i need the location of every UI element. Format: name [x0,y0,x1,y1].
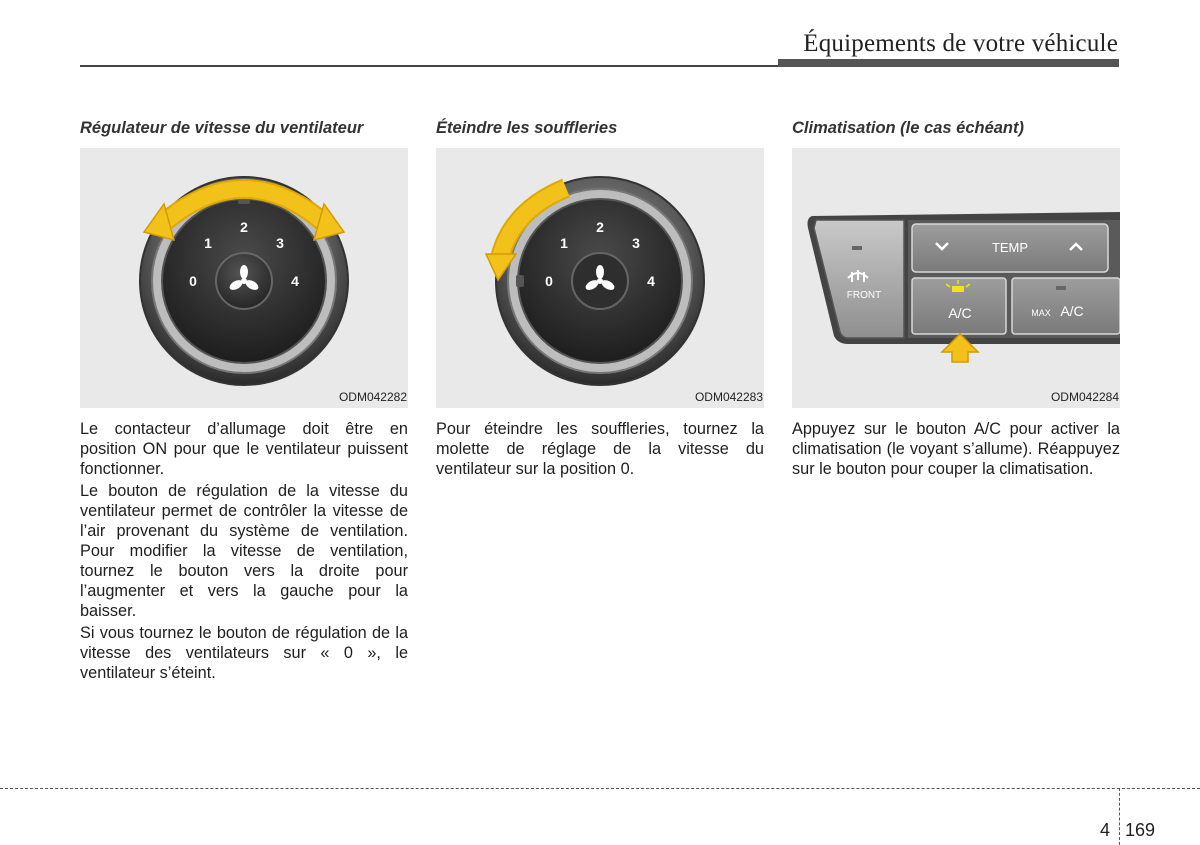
figure-fan-dial-off [436,148,764,408]
section-air-conditioning [792,118,1120,481]
dial-label-4: 4 [647,273,655,289]
fan-dial-illustration [80,148,408,408]
paragraph: Le bouton de régulation de la vitesse du ventilateur permet de contrôler la vitesse de l’air provenant du système de ventilation. Pour modifier la vitesse de ventilation, tournez le bouton vers la droite pour l’augmenter et vers la gauche pour la baisser. [80,482,408,620]
dial-label-2: 2 [596,219,604,235]
page-header-title: Équipements de votre véhicule [803,30,1118,57]
figure-code: ODM042283 [694,390,763,404]
figure-code: ODM042282 [338,390,407,404]
max-ac-indicator [1056,286,1066,290]
temp-label: TEMP [991,240,1029,255]
dial-label-3: 3 [632,235,640,251]
section-title: Éteindre les souffleries [436,119,618,137]
footer-divider [1119,788,1120,845]
section-fan-speed [80,118,408,685]
dial-label-0: 0 [189,273,197,289]
front-label: FRONT [846,290,882,301]
dial-label-3: 3 [276,235,284,251]
fan-dial-off-illustration [436,148,764,408]
paragraph: Si vous tournez le bouton de régulation de la vitesse des ventilateurs sur « 0 », le ventilateur s’éteint. [80,624,408,682]
max-ac-label: A/C [1060,303,1084,319]
figure-code: ODM042284 [1050,390,1119,404]
dial-label-1: 1 [560,235,568,251]
paragraph: Pour éteindre les souffleries, tournez la molette de réglage de la vitesse du ventilateur sur la position 0. [436,420,764,478]
dial-label-4: 4 [291,273,299,289]
paragraph: Le contacteur d’allumage doit être en position ON pour que le ventilateur puissent fonctionner. [80,420,408,478]
front-defrost-indicator [852,246,862,250]
max-label: MAX [1031,308,1051,318]
section-body [80,419,408,683]
page-number: 169 [1125,820,1156,840]
dial-label-2: 2 [240,219,248,235]
section-body [792,419,1120,479]
dial-label-1: 1 [204,235,212,251]
dial-label-0: 0 [545,273,553,289]
paragraph: Appuyez sur le bouton A/C pour activer la climatisation (le voyant s’allume). Réappuyez sur le bouton pour couper la climatisation. [792,420,1120,478]
chapter-number: 4 [1100,820,1111,840]
header-rule [80,65,780,67]
section-turn-off-blowers [436,118,764,481]
section-body [436,419,764,479]
ac-panel-illustration [792,148,1120,408]
footer-rule [0,788,1200,789]
section-title: Climatisation (le cas échéant) [792,119,1024,137]
figure-fan-dial-rotate [80,148,408,408]
ac-label: A/C [948,305,972,321]
header-rule-accent [778,59,1119,67]
figure-ac-panel [792,148,1120,408]
section-title: Régulateur de vitesse du ventilateur [80,119,364,137]
